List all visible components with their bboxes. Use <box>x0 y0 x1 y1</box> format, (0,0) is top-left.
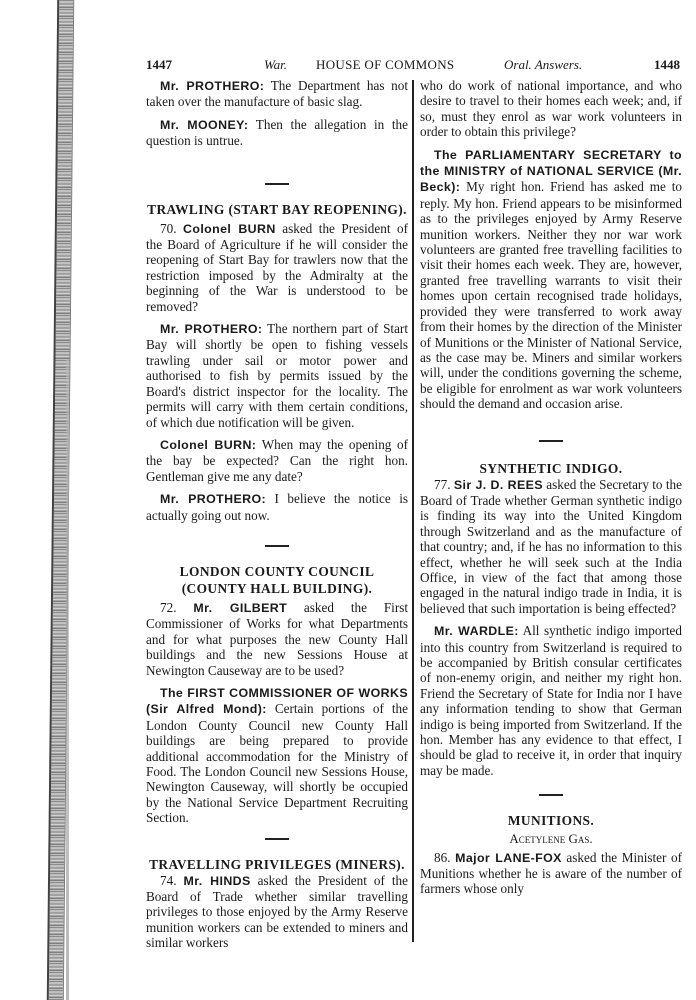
wardle-answer <box>420 623 682 778</box>
section-heading-munitions: MUNITIONS. <box>507 813 595 829</box>
speech-text: asked the Secretary to the Board of Trade whether German synthetic indigo is finding its way into the United Kingdom through Switzerland and as the manufacture of that country; and, if he has no information to this effect, whether he will seek such at the India Office, in view of the fact that among those engaged in the natural indigo trade in India, it is believed that such importation is being effected? <box>420 476 682 616</box>
speaker-name: The PARLIAMENTARY SECRETARY to the MINISTRY of NATIONAL SERVICE (Mr. Beck): <box>420 147 682 195</box>
speaker-name: Mr. PROTHERO: <box>160 79 265 93</box>
speech-text: The Department has not taken over the manufacture of basic slag. <box>146 78 409 110</box>
question-number: 74. <box>160 872 177 888</box>
speech-text: I believe the notice is actually going out now. <box>146 491 408 523</box>
speaker-name: Sir J. D. REES <box>453 477 543 492</box>
speech-text: All synthetic indigo imported into this country from Switzerland is required to be accompanied by British consular certificates of non-enemy origin, and neither my right hon. Friend the Secretary of State for India nor I have any information tending to show that German indigo is being imported from Switzerland. If the hon. Member has any evidence to that effect, I should be glad to receive it, in order that inquiry may be made. <box>420 623 682 778</box>
column-divider <box>412 80 414 942</box>
burn-followup <box>146 437 408 484</box>
speaker-name: Mr. HINDS <box>183 873 251 888</box>
question-86 <box>420 850 682 897</box>
speech-text: My right hon. Friend has asked me to reply. My hon. Friend appears to be misinformed as to the privileges enjoyed by Army Reserve munition workers. Neither they nor war work volunteers are granted free travelling facilities to visit their homes each week. They are, however, granted free travelling warrants to visit their homes upon certain recognised trade holidays, provided they were transferred to work away from their homes by the direction of the Minister of Munitions or the Minister of National Service, as the case may be. Miners and similar workers will, under the conditions governing the scheme, be eligible for enrolment as war work volunteers should the demand and occasion arise. <box>420 179 682 412</box>
beck-answer <box>420 147 682 412</box>
question-74-continued: who do work of national importance, and who desire to travel to their homes each week; and, if so, must they enrol as war work volunteers in order to obtain this privilege? <box>420 78 682 140</box>
section-heading-trawling: TRAWLING (START BAY REOPENING). <box>147 201 407 217</box>
question-number: 70. <box>160 220 177 236</box>
mond-answer <box>146 685 408 826</box>
right-column <box>420 78 682 897</box>
left-column-number: 1447 <box>146 57 172 72</box>
prothero-reply <box>146 491 408 523</box>
speech-text: Certain portions of the London County Council new County Hall buildings are being prepared to provide additional accommodation for the Ministry of Food. The London Council new Sessions House, Newington Causeway, will shortly be occupied by the National Service Department Recruiting Section. <box>146 701 408 826</box>
question-number: 72. <box>160 599 177 615</box>
speech-text: asked the Minister of Munitions whether he is aware of the number of farmers whose only <box>420 849 683 897</box>
speech-text: asked the President of the Board of Trade whether similar travelling privileges to those enjoyed by the Army Reserve munition workers can be extended to miners and similar workers <box>146 872 408 951</box>
book-binding-edge <box>47 0 74 1000</box>
right-running-topic: Oral. Answers. <box>504 57 583 72</box>
speech-text: asked the First Commissioner of Works for what Departments and for what purposes the new County Hall buildings and the new Sessions House at Newington Causeway are to be used? <box>146 599 409 678</box>
speaker-name: Major LANE-FOX <box>455 850 562 865</box>
speaker-name: Colonel BURN <box>183 221 276 236</box>
section-heading-london-county-council: LONDON COUNTY COUNCIL (COUNTY HALL BUILDING). <box>179 563 375 596</box>
journal-title: HOUSE OF COMMONS <box>316 57 455 72</box>
question-74 <box>146 873 408 951</box>
speaker-name: Mr. MOONEY: <box>160 117 249 132</box>
speaker-name: Colonel BURN: <box>160 437 257 452</box>
speech-text: When may the opening of the bay be expected? Can the right hon. Gentleman give me any date? <box>146 436 408 484</box>
binding-shadow <box>66 360 69 1000</box>
page-header <box>146 56 680 74</box>
speaker-name: Mr. PROTHERO: <box>160 322 263 337</box>
left-column <box>146 78 408 951</box>
speech-text: The northern part of Start Bay will shortly be open to fishing vessels trawling under sail or motor power and authorised to fish by permits issued by the Board's district inspector for the locality. The permits will carry with them certain conditions, of which due notification will be given. <box>146 321 408 430</box>
speaker-name: The FIRST COMMISSIONER OF WORKS (Sir Alfred Mond): <box>146 685 408 717</box>
section-heading-travelling-privileges: TRAVELLING PRIVILEGES (MINERS). <box>149 856 405 872</box>
speech-text: Then the allegation in the question is untrue. <box>146 116 408 149</box>
mooney-remark <box>146 117 408 149</box>
question-number: 77. <box>434 476 451 492</box>
speech-text: asked the President of the Board of Agriculture if he will consider the reopening of Start Bay for trawlers now that the restriction imposed by the Admiralty at the beginning of the War is understood to be removed? <box>146 220 409 314</box>
speaker-name: Mr. WARDLE: <box>434 624 519 639</box>
prothero-answer-trawling <box>146 321 408 430</box>
right-column-number: 1448 <box>654 57 680 72</box>
question-70 <box>146 221 408 314</box>
speaker-name: Mr. PROTHERO: <box>160 492 267 507</box>
question-77 <box>420 477 682 617</box>
question-72 <box>146 600 408 678</box>
speaker-name: Mr. GILBERT <box>193 600 288 615</box>
section-heading-synthetic-indigo: SYNTHETIC INDIGO. <box>479 460 623 476</box>
subheading-acetylene-gas: Acetylene Gas. <box>509 831 593 847</box>
prothero-answer-basic-slag <box>146 78 408 110</box>
left-running-topic: War. <box>264 57 288 72</box>
question-number: 86. <box>434 849 451 865</box>
